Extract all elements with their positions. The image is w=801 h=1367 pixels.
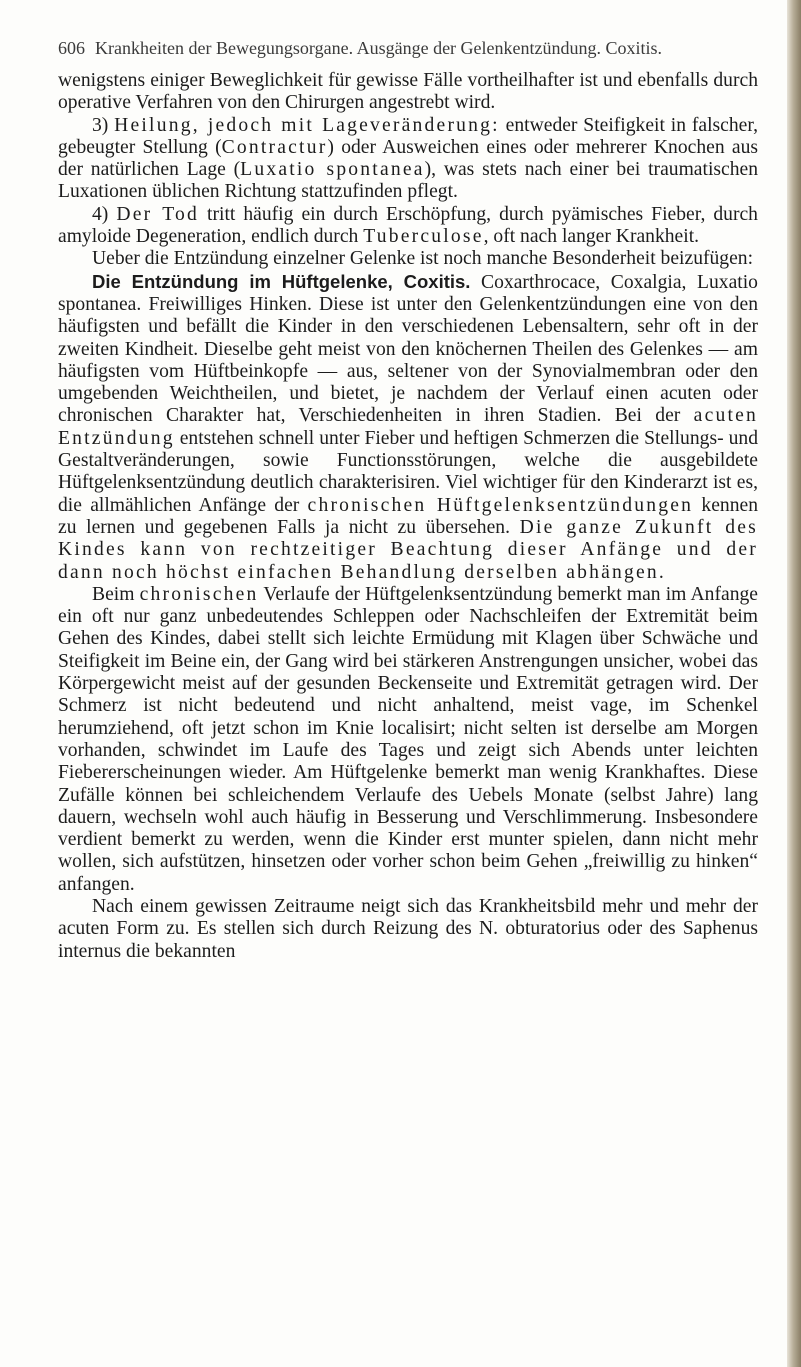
section-heading: Die Entzündung im Hüftgelenke, Coxitis. — [92, 270, 471, 292]
paragraph-4: Ueber die Entzündung einzelner Gelenke ist noch manche Besonderheit beizufügen: — [92, 248, 754, 270]
running-title: Krankheiten der Bewegungsorgane. Ausgänge der Gelenkentzündung. Coxitis. — [95, 38, 663, 58]
running-header — [58, 38, 758, 59]
page-edge-shadow — [787, 0, 801, 1367]
paragraph-2: 3) Heilung, jedoch mit Lageveränderung: entweder Steifigkeit in falscher, gebeugter Stellung (Contractur) oder Ausweichen eines oder mehrerer Knochen aus der natürlichen Lage (Luxatio spontanea), was stets nach einer bei traumatischen Luxationen üblichen Richtung stattzufinden pflegt. — [58, 114, 759, 203]
paragraph-7: Nach einem gewissen Zeitraume neigt sich das Krankheitsbild mehr und mehr der acuten Form zu. Es stellen sich durch Reizung des N. obturatorius oder des Saphenus internus die bekannten — [58, 895, 758, 962]
paragraph-6: Beim chronischen Verlaufe der Hüftgelenksentzündung bemerkt man im Anfange ein oft nur ganz unbedeutendes Schleppen oder Nachschleifen der Extremität beim Gehen des Kindes, dabei stellt sich leichte Ermüdung mit Klagen über Schwäche und Steifigkeit im Beine ein, der Gang wird bei stärkeren Anstrengungen unsicher, wobei das Körpergewicht meist auf der gesunden Beckenseite und Extremität getragen wird. Der Schmerz ist nicht bedeutend und nicht anhaltend, meist vage, im Schenkel herumziehend, oft jetzt schon im Knie localisirt; nicht selten ist derselbe am Morgen vorhanden, schwindet im Laufe des Tages und zeigt sich Abends unter leichten Fiebererscheinungen wieder. Am Hüftgelenke bemerkt man wenig Krankhaftes. Diese Zufälle können bei schleichendem Verlaufe des Uebels Monate (selbst Jahre) lang dauern, wechseln wohl auch häufig in Besserung und Verschlimmerung. Insbesondere verdient bemerkt zu werden, wenn die Kinder erst munter spielen, dann nicht mehr wollen, sich aufstützen, hinsetzen oder vorher schon beim Gehen „freiwillig zu hinken“ anfangen. — [58, 583, 758, 895]
paragraph-3: 4) Der Tod tritt häufig ein durch Erschöpfung, durch pyämisches Fieber, durch amyloide Degeneration, endlich durch Tuberculose, oft nach langer Krankheit. — [58, 203, 758, 248]
page-body — [58, 70, 758, 963]
paragraph-5: Die Entzündung im Hüftgelenke, Coxitis. Coxarthrocace, Coxalgia, Luxatio spontanea. Freiwilliges Hinken. Diese ist unter den Gelenkentzündungen eine von den häufigsten und befällt die Kinder in den verschiedenen Lebensaltern, sehr oft in der zweiten Kindheit. Dieselbe geht meist von den knöchernen Theilen des Gelenkes — am häufigsten vom Hüftbeinkopfe — aus, seltener von der Synovialmembran oder den umgebenden Weichtheilen, und bietet, je nachdem der Verlauf einen acuten oder chronischen Charakter hat, Verschiedenheiten in ihren Stadien. Bei der acuten Entzündung entstehen schnell unter Fieber und heftigen Schmerzen die Stellungs- und Gestaltveränderungen, sowie Functionsstörungen, welche die ausgebildete Hüftgelenksentzündung deutlich charakterisiren. Viel wichtiger für den Kinderarzt ist es, die allmählichen Anfänge der chronischen Hüftgelenksentzündungen kennen zu lernen und gegebenen Falls ja nicht zu übersehen. Die ganze Zukunft des Kindes kann von rechtzeitiger Beachtung dieser Anfänge und der dann noch höchst einfachen Behandlung derselben abhängen. — [58, 270, 758, 583]
paragraph-1: wenigstens einiger Beweglichkeit für gewisse Fälle vortheilhafter ist und ebenfalls durch operative Verfahren von den Chirurgen angestrebt wird. — [58, 70, 758, 114]
page-number: 606 — [58, 38, 85, 58]
